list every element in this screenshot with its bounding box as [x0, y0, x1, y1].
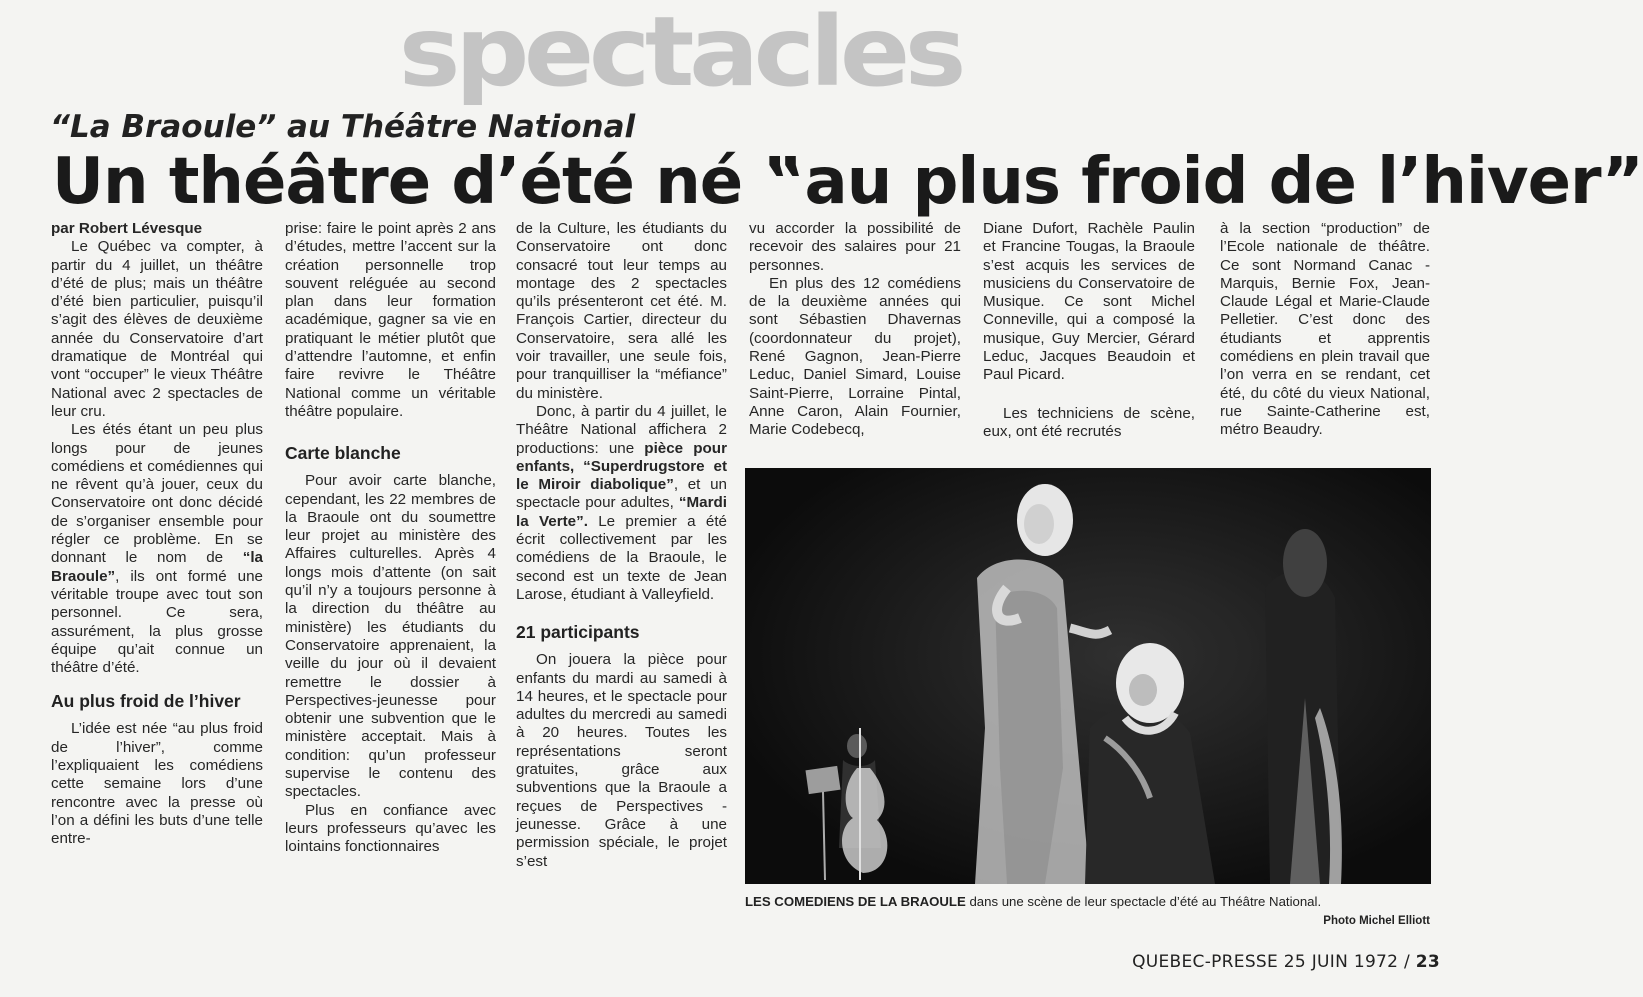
paragraph: Les techniciens de scène, eux, ont été recrutés — [983, 404, 1195, 440]
stage-photo-illustration — [745, 468, 1431, 884]
article-headline: Un théâtre d’été né ‟au plus froid de l’hiver” — [52, 145, 1643, 219]
publication-name: QUEBEC-PRESSE — [1132, 952, 1279, 972]
article-column-6 — [1220, 220, 1430, 440]
caption-text: dans une scène de leur spectacle d’été au Théâtre National. — [965, 894, 1322, 909]
subheading: 21 participants — [516, 622, 640, 643]
stage-photo — [745, 468, 1431, 884]
subheading: Au plus froid de l’hiver — [51, 691, 241, 712]
paragraph: En plus des 12 comédiens de la deuxième années qui sont Sébastien Dhavernas (coordonnateur du projet), René Gagnon, Jean-Pierre Leduc, Daniel Simard, Louise Saint-Pierre, Lorraine Pintal, Anne Caron, Alain Fournier, Marie Codebecq, — [749, 274, 961, 439]
subheading: Carte blanche — [285, 443, 401, 464]
paragraph: Le Québec va compter, à partir du 4 juillet, un théâtre d’été de plus; mais un théâtre d’été bien particulier, puisqu’il s’agit des élèves de deuxième année du Conservatoire d’art dramatique de Montréal qui vont “occuper” le vieux Théâtre National avec 2 spectacles de leur cru. — [51, 238, 263, 420]
paragraph: Diane Dufort, Rachèle Paulin et Francine Tougas, la Braoule s’est acquis les services de musiciens du Conservatoire de Musique. Ce sont Michel Conneville, qui a composé la musique, Guy Mercier, Gérard Leduc, Jacques Beaudoin et Paul Picard. — [983, 220, 1195, 384]
paragraph: Plus en confiance avec leurs professeurs qu’avec les lointains fonctionnaires — [285, 801, 496, 856]
article-column-2 — [285, 220, 496, 857]
photo-credit: Photo Michel Elliott — [1323, 915, 1430, 927]
article-column-4 — [749, 220, 961, 440]
page-footer — [1100, 952, 1440, 972]
article-column-3 — [516, 220, 727, 871]
paragraph: à la section “production” de l’Ecole nationale de théâtre. Ce sont Normand Canac - Marquis, Bernie Fox, Jean-Claude Légal et Marie-Claude Pelletier. C’est donc des étudiants et apprentis comédiens en plein travail que l’on verra en se rendant, cet été, du côté du vieux National, rue Sainte-Catherine est, métro Beaudry. — [1220, 220, 1430, 439]
article-column-5 — [983, 220, 1195, 441]
paragraph: Les étés étant un peu plus longs pour de jeunes comédiens et comédiennes qui ne rêvent qu’à jouer, ceux du Conservatoire ont donc décidé de s’organiser ensemble pour régler ce problème. En se donnant le nom de “la Braoule”, ils ont formé une véritable troupe avec tout son personnel. Ce sera, assurément, la plus grosse équipe qu’ait connue un théâtre d’été. — [51, 421, 263, 677]
photo-caption — [745, 893, 1433, 911]
paragraph: vu accorder la possibilité de recevoir des salaires pour 21 personnes. — [749, 220, 961, 274]
paragraph: On jouera la pièce pour enfants du mardi au samedi à 14 heures, et le spectacle pour adultes du mercredi au samedi à 20 heures. Toutes les représentations seront gratuites, grâce aux subventions que la Braoule a reçues de Perspectives - jeunesse. Grâce à une permission spéciale, le projet s’est — [516, 651, 727, 870]
caption-bold: LES COMEDIENS DE LA BRAOULE — [745, 894, 966, 909]
byline: par Robert Lévesque — [51, 220, 203, 237]
article-kicker: “La Braoule” au Théâtre National — [50, 109, 636, 145]
page-number: 23 — [1415, 952, 1440, 972]
publication-date: 25 JUIN 1972 — [1283, 952, 1399, 972]
paragraph: de la Culture, les étudiants du Conservatoire ont donc consacré tout leur temps au montage des 2 spectacles qu’ils présenteront cet été. M. François Cartier, directeur du Conservatoire, sera allé les voir travailler, une seule fois, pour tranquilliser la “méfiance” du ministère. — [516, 220, 727, 402]
paragraph: Pour avoir carte blanche, cependant, les 22 membres de la Braoule ont du soumettre leur projet au ministère des Affaires culturelles. Après 4 longs mois d’attente (on sait qu’il n’y a toujours personne à la direction du théâtre au ministère) les étudiants du Conservatoire apprenaient, la veille du jour où il devaient remettre le dossier à Perspectives-jeunesse pour obtenir une subvention que le ministère acceptait. Mais à condition: qu’un professeur supervise le contenu des spectacles. — [285, 472, 496, 801]
paragraph: L’idée est née “au plus froid de l’hiver”, comme l’expliquaient les comédiens cette semaine lors d’une rencontre avec la presse où l’on a défini les buts d’une telle entre- — [51, 720, 263, 848]
footer-separator: / — [1398, 952, 1416, 972]
paragraph: Donc, à partir du 4 juillet, le Théâtre National affichera 2 productions: une pièce pour enfants, “Superdrugstore et le Miroir diabolique”, et un spectacle pour adultes, “Mardi la Verte”. Le premier a été écrit collectivement par les comédiens de la Braoule, le second est un texte de Jean Larose, étudiant à Valleyfield. — [516, 402, 728, 603]
article-column-1 — [51, 220, 263, 849]
section-title: spectacles — [398, 0, 962, 108]
paragraph: prise: faire le point après 2 ans d’études, mettre l’accent sur la création personnelle trop souvent reléguée au second plan dans leur formation académique, gagner sa vie en pratiquant le métier plutôt que d’attendre l’automne, et enfin faire revivre le Théâtre National comme un véritable théâtre populaire. — [285, 220, 496, 420]
